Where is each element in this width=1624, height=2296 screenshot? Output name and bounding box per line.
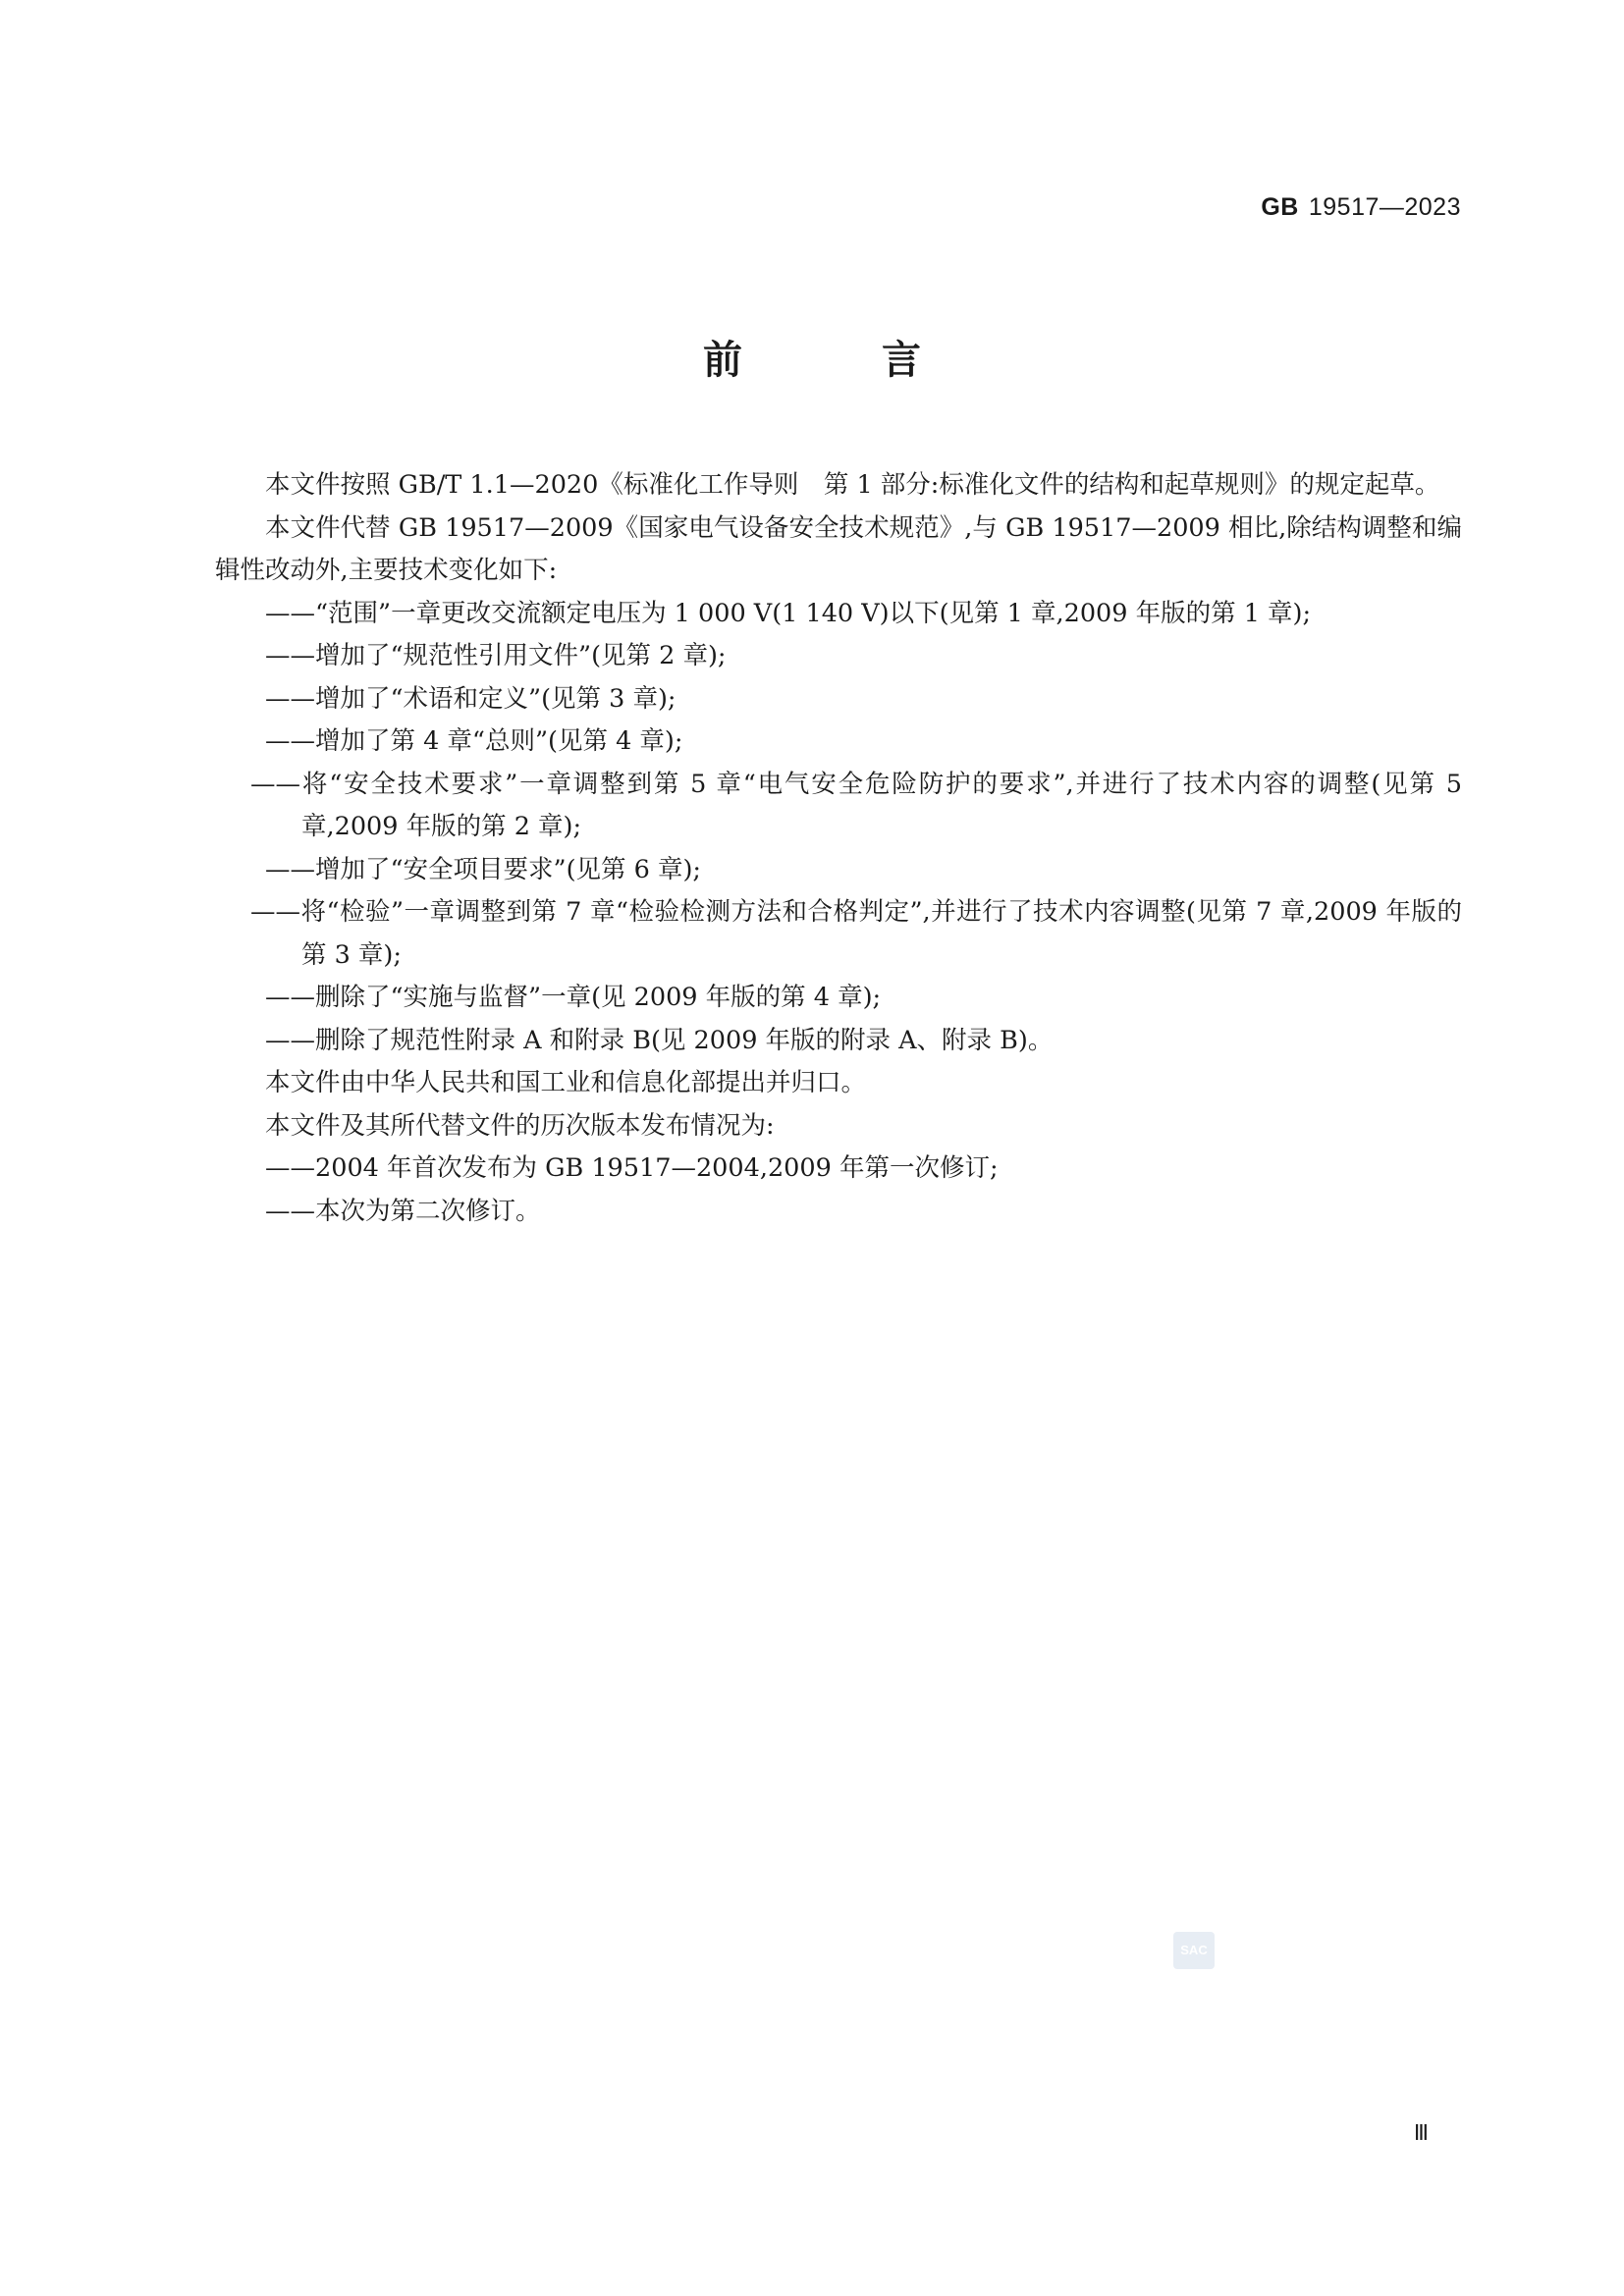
- change-item: ——将“检验”一章调整到第 7 章“检验检测方法和合格判定”,并进行了技术内容调整(见第 7 章,2009 年版的第 3 章);: [250, 897, 1462, 970]
- change-item: ——增加了“规范性引用文件”(见第 2 章);: [265, 641, 727, 670]
- change-item: ——“范围”一章更改交流额定电压为 1 000 V(1 140 V)以下(见第 1 章,2009 年版的第 1 章);: [265, 598, 1312, 628]
- history-item: ——本次为第二次修订。: [265, 1196, 541, 1226]
- paragraph-history-intro: 本文件及其所代替文件的历次版本发布情况为:: [265, 1110, 775, 1141]
- history-item: ——2004 年首次发布为 GB 19517—2004,2009 年第一次修订;: [265, 1153, 999, 1183]
- foreword-body: [215, 464, 1462, 1233]
- paragraph-drafting-rules: 本文件按照 GB/T 1.1—2020《标准化工作导则 第 1 部分:标准化文件的结构和起草规则》的规定起草。: [265, 470, 1440, 500]
- paragraph-replacement: 本文件代替 GB 19517—2009《国家电气设备安全技术规范》,与 GB 19517—2009 相比,除结构调整和编辑性改动外,主要技术变化如下:: [215, 512, 1462, 585]
- change-item: ——增加了第 4 章“总则”(见第 4 章);: [265, 726, 683, 756]
- paragraph-proposer: 本文件由中华人民共和国工业和信息化部提出并归口。: [265, 1068, 867, 1097]
- standard-prefix: GB: [1261, 193, 1299, 221]
- page-number: Ⅲ: [1413, 2120, 1429, 2145]
- sac-watermark-logo: SAC: [1173, 1932, 1215, 1969]
- change-item: ——删除了“实施与监督”一章(见 2009 年版的第 4 章);: [265, 983, 882, 1012]
- change-item: ——删除了规范性附录 A 和附录 B(见 2009 年版的附录 A、附录 B)。: [265, 1025, 1054, 1055]
- change-item: ——增加了“安全项目要求”(见第 6 章);: [265, 854, 701, 884]
- standard-number: 19517—2023: [1308, 193, 1461, 221]
- page-title: 前 言: [703, 338, 984, 383]
- change-item: ——将“安全技术要求”一章调整到第 5 章“电气安全危险防护的要求”,并进行了技术内容的调整(见第 5 章,2009 年版的第 2 章);: [250, 769, 1462, 841]
- change-item: ——增加了“术语和定义”(见第 3 章);: [265, 683, 677, 714]
- standard-code: [1261, 193, 1461, 222]
